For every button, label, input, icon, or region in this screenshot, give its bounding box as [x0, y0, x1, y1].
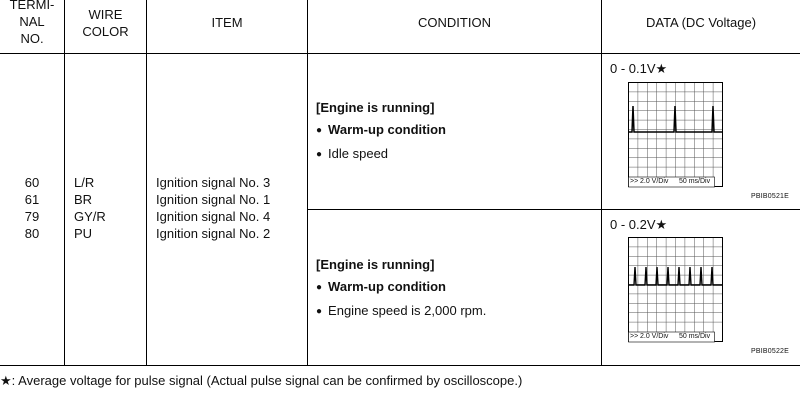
header-wire-line1: WIRE: [88, 7, 123, 22]
condition-row-1: [316, 97, 446, 167]
header-item: ITEM: [211, 15, 243, 30]
scope-prefix: >>: [630, 178, 639, 185]
scope-scale: 2.0 V/Div: [640, 178, 669, 185]
wire-color: L/R: [74, 175, 95, 190]
header-wire-color: [65, 6, 146, 40]
header-terminal-no: [0, 0, 64, 47]
header-terminal-line3: NO.: [20, 31, 44, 46]
item-name: Ignition signal No. 3: [156, 175, 271, 190]
wire-color-list: [74, 174, 106, 242]
scope-time: 50 ms/Div: [679, 333, 711, 340]
figure-code: PBIB0522E: [751, 348, 789, 355]
scope-scale: 2.0 V/Div: [640, 333, 669, 340]
wire-color: PU: [74, 226, 93, 241]
item-name: Ignition signal No. 4: [156, 209, 271, 224]
oscilloscope-waveform-idle: [628, 82, 723, 188]
condition-bullet: ● Warm-up condition: [316, 119, 446, 143]
item-list: [156, 174, 270, 242]
terminal-no: 60: [24, 175, 40, 190]
wire-color: GY/R: [74, 209, 106, 224]
condition-bullet: ● Warm-up condition: [316, 276, 486, 300]
terminal-no: 61: [24, 192, 40, 207]
header-data: DATA (DC Voltage): [645, 15, 757, 30]
item-name: Ignition signal No. 2: [156, 226, 271, 241]
header-terminal-line2: NAL: [19, 14, 45, 29]
header-wire-line2: COLOR: [82, 24, 129, 39]
item-name: Ignition signal No. 1: [156, 192, 271, 207]
header-condition: CONDITION: [418, 15, 491, 30]
scope-prefix: >>: [630, 333, 639, 340]
terminal-no: 80: [24, 226, 40, 241]
condition-title: [Engine is running]: [316, 100, 435, 115]
voltage-value: 0 - 0.2V★: [610, 217, 668, 232]
header-terminal-line1: TERMI-: [9, 0, 55, 12]
terminal-list: [0, 174, 64, 242]
figure-code: PBIB0521E: [751, 193, 789, 200]
condition-bullet: ● Engine speed is 2,000 rpm.: [316, 300, 486, 324]
voltage-value: 0 - 0.1V★: [610, 61, 668, 76]
condition-title: [Engine is running]: [316, 257, 435, 272]
condition-row-2: [316, 254, 486, 324]
footnote: ★: Average voltage for pulse signal (Actual pulse signal can be confirmed by oscilloscope.): [0, 373, 523, 388]
scope-time: 50 ms/Div: [679, 178, 711, 185]
condition-bullet: ● Idle speed: [316, 143, 446, 167]
wire-color: BR: [74, 192, 93, 207]
terminal-no: 79: [24, 209, 40, 224]
oscilloscope-waveform-2000rpm: [628, 237, 723, 343]
